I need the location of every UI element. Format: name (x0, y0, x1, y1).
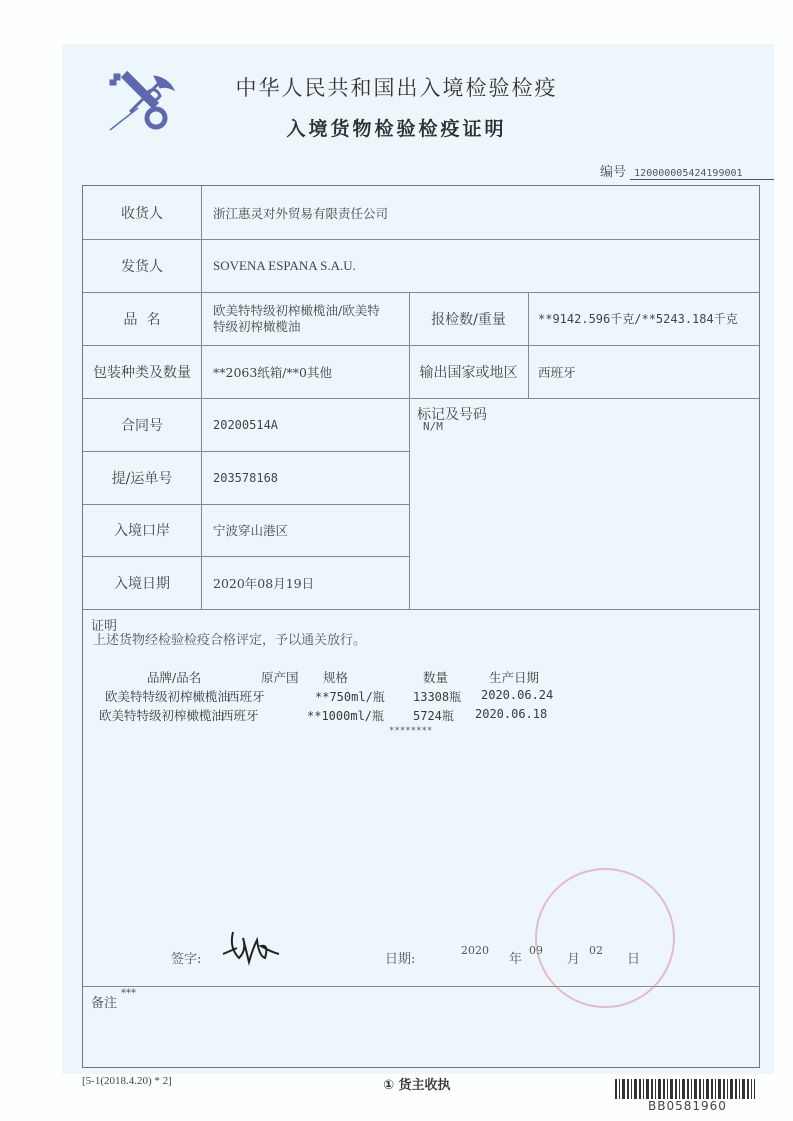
origin-value: 西班牙 (538, 364, 576, 380)
product-label: 品 名 (123, 311, 161, 328)
quantity-value: **9142.596千克/**5243.184千克 (538, 312, 738, 326)
barcode-number: BB0581960 (648, 1099, 727, 1113)
row2-brand: 欧美特特级初榨橄榄油 (99, 708, 225, 723)
signature-label: 签字: (171, 952, 202, 967)
remarks-value: *** (121, 988, 136, 999)
origin-label: 输出国家或地区 (419, 364, 518, 381)
sign-date-label: 日期: (385, 952, 416, 967)
serial-value: 120000005424199001 (630, 168, 774, 180)
row2-prod-date: 2020.06.18 (475, 707, 548, 721)
serial-label: 编号 (600, 165, 627, 180)
port-value: 宁波穿山港区 (213, 523, 289, 538)
packing-label: 包装种类及数量 (93, 364, 191, 381)
serial-number (600, 161, 774, 180)
form-code: [5-1(2018.4.20) * 2] (82, 1075, 172, 1087)
port-label: 入境口岸 (114, 523, 170, 539)
col-origin: 原产国 (261, 670, 299, 685)
marks-label: 标记及号码 (417, 407, 487, 423)
quantity-label: 报检数/重量 (431, 311, 506, 328)
marks-value: N/M (423, 420, 443, 433)
year-unit: 年 (509, 952, 523, 967)
sign-year: 2020 (461, 944, 489, 957)
col-prod-date: 生产日期 (489, 670, 540, 685)
signature-icon (219, 928, 283, 968)
official-seal (535, 868, 675, 1008)
bl-value: 203578168 (213, 470, 279, 485)
packing-value: **2063纸箱/**0其他 (213, 364, 332, 380)
consignee-value: 浙江惠灵对外贸易有限责任公司 (213, 205, 389, 221)
entry-date-label: 入境日期 (114, 575, 170, 592)
consignor-value: SOVENA ESPANA S.A.U. (213, 257, 356, 273)
row1-brand: 欧美特特级初榨橄榄油 (105, 689, 231, 704)
row2-spec: **1000ml/瓶 (307, 709, 385, 723)
document-title: 入境货物检验检疫证明 (286, 118, 507, 140)
consignor-label: 发货人 (121, 258, 163, 275)
row1-prod-date: 2020.06.24 (481, 688, 554, 702)
col-spec: 规格 (323, 670, 349, 685)
row1-origin: 西班牙 (227, 689, 265, 704)
remarks-label: 备注 (91, 996, 118, 1011)
row2-qty: 5724瓶 (413, 709, 454, 723)
row1-spec: **750ml/瓶 (315, 690, 385, 704)
copy-label: ① 货主收执 (383, 1078, 451, 1093)
consignee-label: 收货人 (121, 205, 163, 222)
certification-statement: 上述货物经检验检疫合格评定，予以通关放行。 (93, 633, 367, 648)
contract-value: 20200514A (213, 417, 279, 432)
col-brand: 品牌/品名 (147, 670, 202, 685)
row2-origin: 西班牙 (221, 708, 259, 723)
month-unit: 月 (567, 952, 581, 967)
sign-day: 02 (589, 944, 603, 957)
authority-title: 中华人民共和国出入境检验检疫 (235, 76, 558, 100)
row1-qty: 13308瓶 (413, 690, 462, 704)
product-line-1: 欧美特特级初榨橄榄油/欧美特 (213, 302, 380, 318)
barcode-icon (615, 1079, 755, 1099)
product-value (201, 292, 409, 345)
col-qty: 数量 (423, 670, 449, 685)
product-line-2: 特级初榨橄榄油 (213, 318, 301, 334)
end-marker: ******** (389, 726, 433, 736)
sign-month: 09 (529, 944, 543, 957)
bl-label: 提/运单号 (111, 470, 173, 487)
day-unit: 日 (627, 952, 641, 967)
contract-label: 合同号 (121, 417, 163, 434)
entry-date-value: 2020年08月19日 (213, 575, 315, 591)
certification-heading: 证明 (91, 619, 118, 634)
